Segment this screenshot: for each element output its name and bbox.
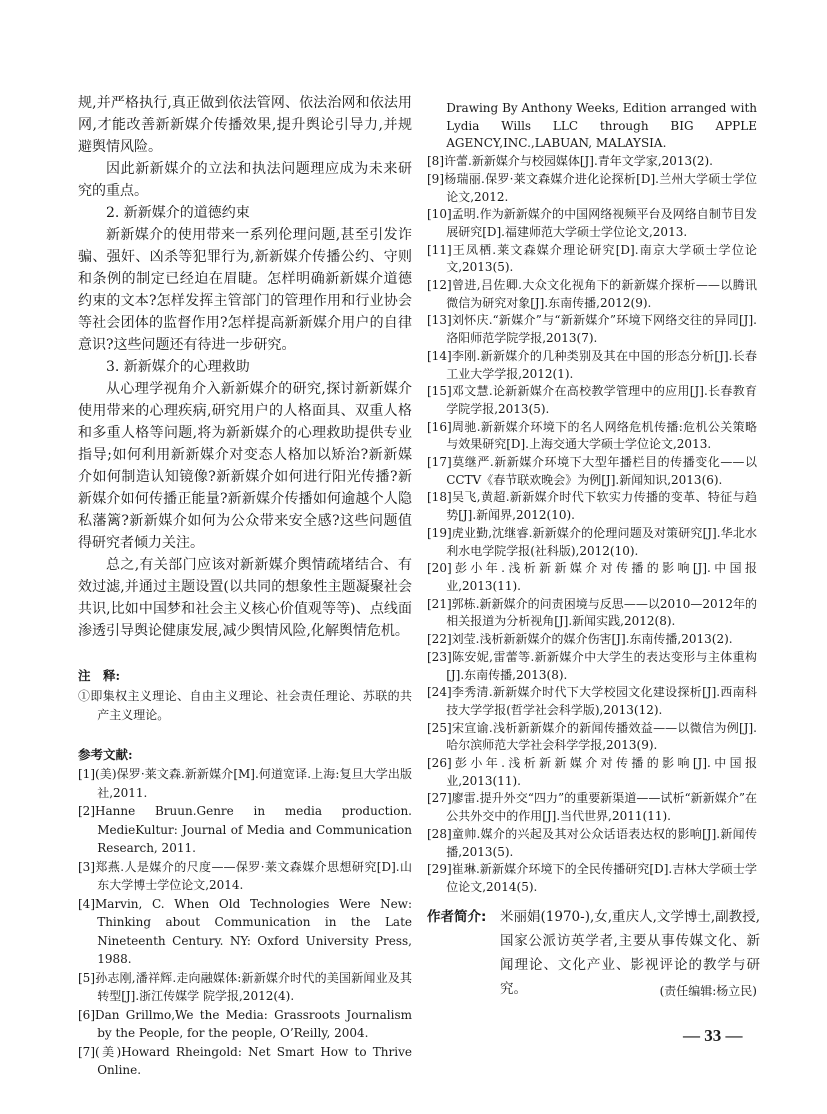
section-heading: 3. 新新媒介的心理救助 bbox=[106, 359, 250, 375]
body-paragraph: 总之,有关部门应该对新新媒介舆情疏堵结合、有效过滤,并通过主题设置(以共同的想象性主题凝聚社会共识,比如中国梦和社会主义核心价值观等等)、点线面渗透引导舆论健康发展,减少舆情风险,化解舆情危机。 bbox=[78, 557, 412, 639]
reference-item: [22]刘莹.浅析新新媒介的媒介伤害[J].东南传播,2013(2). bbox=[427, 632, 733, 647]
body-paragraph: 规,并严格执行,真正做到依法管网、依法治网和依法用网,才能改善新新媒介传播效果,提升舆论引导力,并规避舆情风险。 bbox=[78, 95, 412, 155]
reference-item: [6]Dan Grillmo,We the Media: Grassroots Journalism by the People, for the people, O’Reilly, 2004. bbox=[78, 1007, 412, 1040]
reference-item: [3]郑燕.人是媒介的尺度——保罗·莱文森媒介思想研究[D].山东大学博士学位论文,2014. bbox=[78, 859, 412, 892]
reference-item: [12]曾进,吕佐卿.大众文化视角下的新新媒介探析——以腾讯微信为研究对象[J].东南传播,2012(9). bbox=[427, 278, 757, 310]
section-heading: 2. 新新媒介的道德约束 bbox=[106, 205, 250, 221]
reference-item: [14]李刚.新新媒介的几种类别及其在中国的形态分析[J].长春工业大学学报,2012(1). bbox=[427, 348, 757, 381]
notes-section bbox=[78, 666, 412, 725]
responsible-editor: (责任编辑:杨立民) bbox=[659, 984, 757, 998]
reference-continuation: Drawing By Anthony Weeks, Edition arranged with Lydia Wills LLC through BIG APPLE AGENCY,INC.,LABUAN, MALAYSIA. bbox=[446, 101, 757, 151]
page-number: — 33 — bbox=[683, 1026, 743, 1045]
references-title: 参考文献: bbox=[78, 747, 133, 762]
reference-item: [26]彭小年.浅析新新媒介对传播的影响[J].中国报业,2013(11). bbox=[427, 756, 757, 788]
reference-item: [27]廖雷.提升外交“四力”的重要新渠道——试析“新新媒介”在公共外交中的作用[J].当代世界,2011(11). bbox=[427, 791, 757, 824]
left-column bbox=[78, 92, 412, 1080]
reference-item: [25]宋宣谕.浅析新新媒介的新闻传播效益——以微信为例[J].哈尔滨师范大学社会科学学报,2013(9). bbox=[427, 720, 757, 753]
references-list-left bbox=[78, 765, 412, 1080]
reference-item: [15]邓文慧.论新新媒介在高校教学管理中的应用[J].长春教育学院学报,2013(5). bbox=[427, 384, 757, 416]
reference-item: [1](美)保罗·莱文森.新新媒介[M].何道宽译.上海:复旦大学出版社,2011. bbox=[78, 767, 412, 800]
reference-item: [11]王凤栖.莱文森媒介理论研究[D].南京大学硕士学位论文,2013(5). bbox=[427, 242, 757, 275]
notes-title: 注 释: bbox=[78, 668, 121, 683]
body-paragraph: 从心理学视角介入新新媒介的研究,探讨新新媒介使用带来的心理疾病,研究用户的人格面具、双重人格和多重人格等问题,将为新新媒介的心理救助提供专业指导;如何利用新新媒介对变态人格加以矫治?新新媒介如何制造认知镜像?新新媒介如何进行阳光传播?新新媒介如何传播正能量?新新媒介传播如何逾越个人隐私藩篱?新新媒介如何为公众带来安全感?这些问题值得研究者倾力关注。 bbox=[78, 381, 412, 551]
reference-item: [21]郭栋.新新媒介的问责困境与反思——以2010—2012年的相关报道为分析视角[J].新闻实践,2012(8). bbox=[427, 596, 757, 629]
reference-item: [28]童帅.媒介的兴起及其对公众话语表达权的影响[J].新闻传播,2013(5). bbox=[427, 826, 757, 859]
reference-item: [17]莫继严.新新媒介环境下大型年播栏目的传播变化——以CCTV《春节联欢晚会》为例[J].新闻知识,2013(6). bbox=[427, 455, 757, 487]
body-paragraph: 新新媒介的使用带来一系列伦理问题,甚至引发诈骗、强奸、凶杀等犯罪行为,新新媒介传播公约、守则和条例的制定已经迫在眉睫。怎样明确新新媒介道德约束的文本?怎样发挥主管部门的管理作用和行业协会等社会团体的监督作用?怎样提高新新媒介用户的自律意识?这些问题还有待进一步研究。 bbox=[78, 227, 412, 353]
references-list-right bbox=[427, 153, 757, 897]
author-bio-label: 作者简介: bbox=[427, 909, 487, 925]
reference-item: [18]吴飞,黄超.新新媒介时代下软实力传播的变革、特征与趋势[J].新闻界,2012(10). bbox=[427, 490, 757, 523]
reference-item: [13]刘怀庆.“新媒介”与“新新媒介”环境下网络交往的异同[J].洛阳师范学院学报,2013(7). bbox=[427, 313, 757, 346]
reference-item: [23]陈安妮,雷蕾等.新新媒介中大学生的表达变形与主体重构[J].东南传播,2013(8). bbox=[427, 649, 757, 682]
reference-item: [24]李秀清.新新媒介时代下大学校园文化建设探析[J].西南科技大学学报(哲学社会科学版),2013(12). bbox=[427, 685, 757, 717]
body-paragraph: 因此新新媒介的立法和执法问题理应成为未来研究的重点。 bbox=[78, 161, 412, 199]
reference-item: [5]孙志刚,潘祥辉.走向融媒体:新新媒介时代的美国新闻业及其转型[J].浙江传媒学 院学报,2012(4). bbox=[78, 970, 412, 1003]
reference-item: [20]彭小年.浅析新新媒介对传播的影响[J].中国报业,2013(11). bbox=[427, 561, 757, 593]
right-column bbox=[427, 100, 757, 897]
note-item: ①即集权主义理论、自由主义理论、社会责任理论、苏联的共产主义理论。 bbox=[78, 689, 412, 722]
reference-item: [19]虎业勤,沈继睿.新新媒介的伦理问题及对策研究[J].华北水利水电学院学报(社科版),2012(10). bbox=[427, 525, 757, 558]
reference-item: [8]许蕾.新新媒介与校园媒体[J].青年文学家,2013(2). bbox=[427, 154, 713, 169]
author-bio-text: 米丽娟(1970-),女,重庆人,文学博士,副教授,国家公派访英学者,主要从事传媒文化、新闻理论、文化产业、影视评论的教学与研究。 bbox=[500, 909, 760, 997]
reference-item: [9]杨瑞丽.保罗·莱文森媒介进化论探析[D].兰州大学硕士学位论文,2012. bbox=[427, 171, 757, 204]
reference-item: [16]周驰.新新媒介环境下的名人网络危机传播:危机公关策略与效果研究[D].上海交通大学硕士学位论文,2013. bbox=[427, 419, 757, 452]
reference-item: [29]崔琳.新新媒介环境下的全民传播研究[D].吉林大学硕士学位论文,2014(5). bbox=[427, 862, 757, 894]
reference-item: [2]Hanne Bruun.Genre in media production. MedieKultur: Journal of Media and Communication Research, 2011. bbox=[78, 804, 412, 855]
reference-item: [7](美)Howard Rheingold: Net Smart How to Thrive Online. bbox=[78, 1044, 412, 1077]
reference-item: [10]孟明.作为新新媒介的中国网络视频平台及网络自制节目发展研究[D].福建师范大学硕士学位论文,2013. bbox=[427, 207, 757, 239]
reference-item: [4]Marvin, C. When Old Technologies Were New: Thinking about Communication in the Late Nineteenth Century. NY: Oxford University Press, 1988. bbox=[78, 896, 412, 966]
